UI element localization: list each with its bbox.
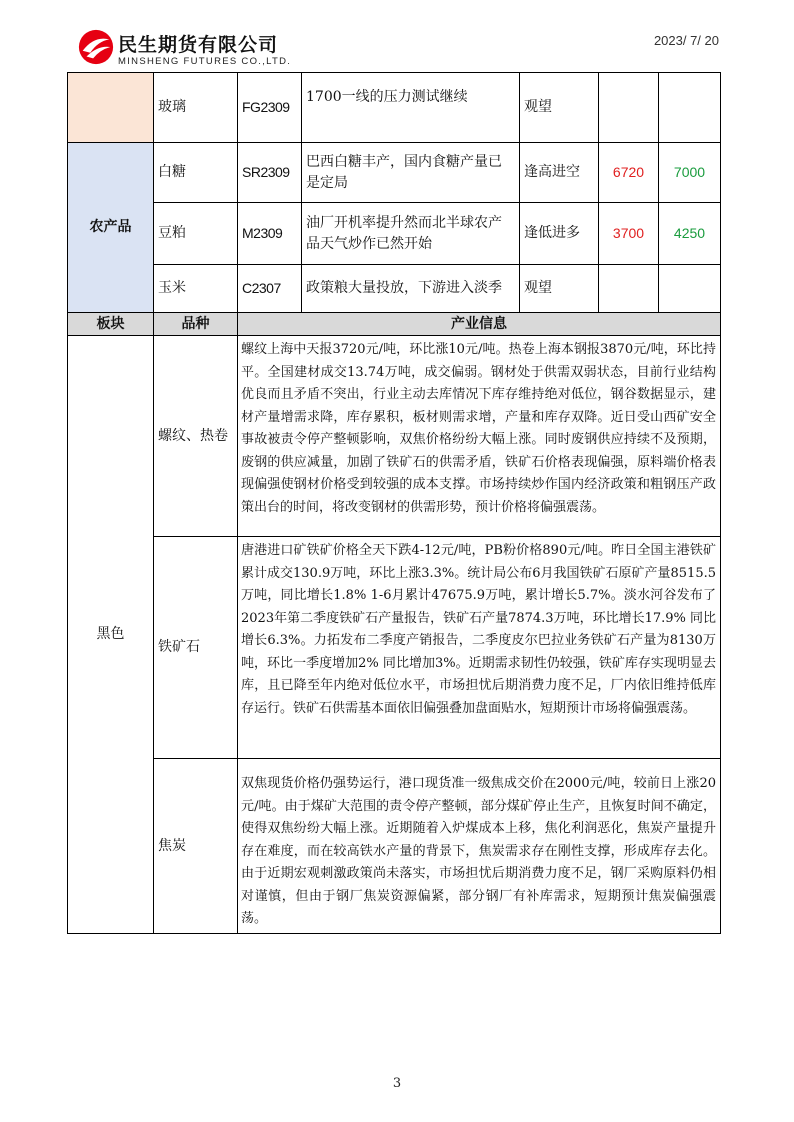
target-price-cell <box>659 73 721 143</box>
target-price-cell <box>659 265 721 313</box>
product-cell: 白糖 <box>154 143 238 203</box>
table-row <box>68 143 721 203</box>
info-row <box>68 537 721 759</box>
info-row <box>68 759 721 934</box>
contract-code-cell: C2307 <box>238 265 302 313</box>
table-row <box>68 265 721 313</box>
company-name-en: MINSHENG FUTURES CO.,LTD. <box>118 56 292 67</box>
category-cell-black: 黑色 <box>68 336 154 934</box>
info-row <box>68 336 721 537</box>
target-price-cell: 4250 <box>659 203 721 265</box>
header-variety: 品种 <box>154 313 238 336</box>
view-cell: 1700一线的压力测试继续 <box>302 73 520 143</box>
variety-cell: 螺纹、热卷 <box>154 336 238 537</box>
product-cell: 玻璃 <box>154 73 238 143</box>
target-price-cell: 7000 <box>659 143 721 203</box>
contract-code-cell: M2309 <box>238 203 302 265</box>
page-number: 3 <box>392 1076 402 1091</box>
entry-price-cell <box>599 265 659 313</box>
product-cell: 豆粕 <box>154 203 238 265</box>
entry-price-cell <box>599 73 659 143</box>
industry-info-cell: 双焦现货价格仍强势运行，港口现货准一级焦成交价在2000元/吨，较前日上涨20元/吨。由于煤矿大范围的责令停产整顿，部分煤矿停止生产，且恢复时间不确定，使得双焦纷纷大幅上涨。近期随着入炉煤成本上移，焦化利润恶化，焦炭产量提升存在难度，而在较高铁水产量的背景下，焦炭需求存在刚性支撑，形成库存去化。由于近期宏观刺激政策尚未落实，市场担忧后期消费力度不足，钢厂采购原料仍相对谨慎，但由于钢厂焦炭资源偏紧，部分钢厂有补库需求，短期预计焦炭偏强震荡。 <box>238 759 721 934</box>
view-cell: 油厂开机率提升然而北半球农产品天气炒作已然开始 <box>302 203 520 265</box>
category-cell <box>68 73 154 143</box>
contract-code-cell: SR2309 <box>238 143 302 203</box>
table-row <box>68 203 721 265</box>
table-row <box>68 73 721 143</box>
product-cell: 玉米 <box>154 265 238 313</box>
category-cell-agri: 农产品 <box>68 143 154 313</box>
view-cell: 巴西白糖丰产，国内食糖产量已是定局 <box>302 143 520 203</box>
contract-code-cell: FG2309 <box>238 73 302 143</box>
info-header-row <box>68 313 721 336</box>
entry-price-cell: 6720 <box>599 143 659 203</box>
strategy-cell: 逢低进多 <box>520 203 599 265</box>
industry-info-cell: 唐港进口矿铁矿价格全天下跌4-12元/吨，PB粉价格890元/吨。昨日全国主港铁矿累计成交130.9万吨，环比上涨3.3%。统计局公布6月我国铁矿石原矿产量8515.5万吨，同比增长1.8% 1-6月累计47675.9万吨，累计增长5.7%。淡水河谷发布了2023年第二季度铁矿石产量报告，铁矿石产量7874.3万吨，环比增长17.9% 同比增长6.3%。力拓发布二季度产销报告，二季度皮尔巴拉业务铁矿石产量为8130万吨，环比一季度增加2% 同比增加3%。近期需求韧性仍较强，铁矿库存实现明显去库，且已降至年内绝对低位水平，市场担忧后期消费力度不足，厂内依旧维持低库存运行。铁矿石供需基本面依旧偏强叠加盘面贴水，短期预计市场将偏强震荡。 <box>238 537 721 759</box>
strategy-cell: 观望 <box>520 73 599 143</box>
entry-price-cell: 3700 <box>599 203 659 265</box>
minsheng-logo-icon <box>77 28 115 66</box>
header-sector: 板块 <box>68 313 154 336</box>
report-date: 2023/ 7/ 20 <box>653 33 719 48</box>
view-cell: 政策粮大量投放，下游进入淡季 <box>302 265 520 313</box>
company-name-cn: 民生期货有限公司 <box>118 34 279 56</box>
header-info: 产业信息 <box>238 313 721 336</box>
page-header <box>0 0 794 72</box>
strategy-table <box>67 72 721 934</box>
strategy-cell: 逢高进空 <box>520 143 599 203</box>
variety-cell: 焦炭 <box>154 759 238 934</box>
variety-cell: 铁矿石 <box>154 537 238 759</box>
strategy-cell: 观望 <box>520 265 599 313</box>
industry-info-cell: 螺纹上海中天报3720元/吨，环比涨10元/吨。热卷上海本钢报3870元/吨，环比持平。全国建材成交13.74万吨，成交偏弱。钢材处于供需双弱状态，目前行业结构优良而且矛盾不突出，行业主动去库情况下库存维持绝对低位，钢谷数据显示，建材产量增需求降，库存累积，板材则需求增，产量和库存双降。近日受山西矿安全事故被责令停产整顿影响，双焦价格纷纷大幅上涨。同时废钢供应持续不及预期，废钢的供应减量，加剧了铁矿石的供需矛盾，铁矿石价格表现偏强，原料端价格表现偏强使钢材价格受到较强的成本支撑。市场持续炒作国内经济政策和粗钢压产政策出台的时间，将改变钢材的供需形势，预计价格将偏强震荡。 <box>238 336 721 537</box>
